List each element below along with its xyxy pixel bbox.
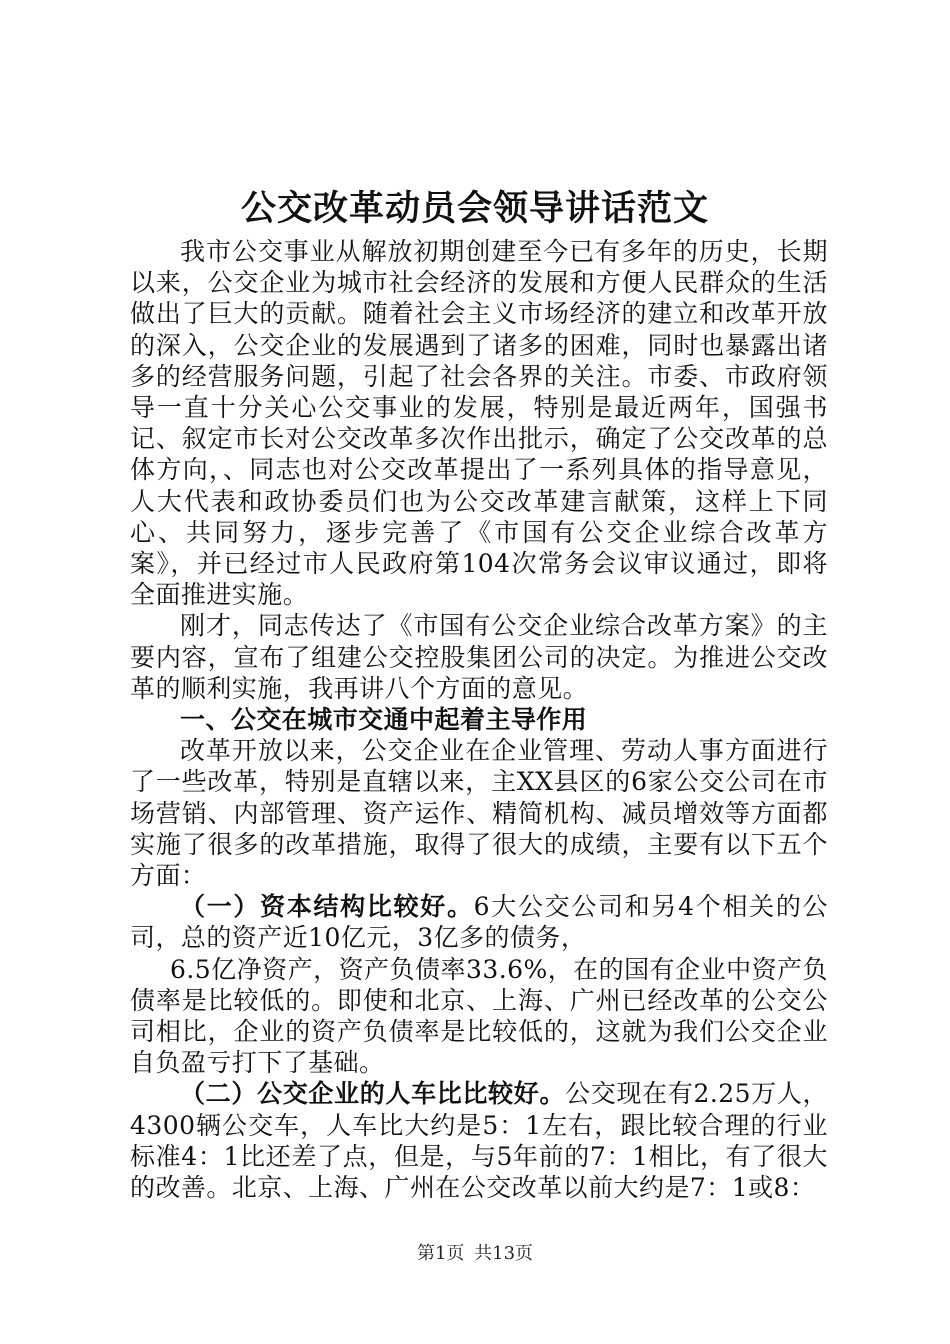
paragraph-announcement: 刚才，同志传达了《市国有公交企业综合改革方案》的主要内容，宣布了组建公交控股集团公司的决定。为推进公交改革的顺利实施，我再讲八个方面的意见。	[130, 611, 828, 703]
section-heading-1: 一、公交在城市交通中起着主导作用	[180, 705, 588, 735]
subheading-capital-structure: （一）资本结构比较好。	[180, 892, 474, 922]
document-body	[130, 236, 828, 1203]
paragraph-intro: 我市公交事业从解放初期创建至今已有多年的历史，长期以来，公交企业为城市社会经济的发展和方便人民群众的生活做出了巨大的贡献。随着社会主义市场经济的建立和改革开放的深入，公交企业的发展遇到了诸多的困难，同时也暴露出诸多的经营服务问题，引起了社会各界的关注。市委、市政府领导一直十分关心公交事业的发展，特别是最近两年，国强书记、叙定市长对公交改革多次作出批示，确定了公交改革的总体方向，、同志也对公交改革提出了一系列具体的指导意见，人大代表和政协委员们也为公交改革建言献策，这样上下同心、共同努力，逐步完善了《市国有公交企业综合改革方案》，并已经过市人民政府第104次常务会议审议通过，即将全面推进实施。	[130, 237, 828, 610]
paragraph-capital-structure	[130, 891, 828, 953]
subheading-staff-vehicle-ratio: （二）公交企业的人车比比较好。	[180, 1079, 566, 1109]
paragraph-staff-vehicle-ratio-text: 公交现在有2.25万人，4300辆公交车，人车比大约是5：1左右，跟比较合理的行业标准4：1比还差了点，但是，与5年前的7：1相比，有了很大的改善。北京、上海、广州在公交改革以前大约是7：1或8：	[130, 1079, 828, 1203]
page-number: 第1页	[416, 1243, 465, 1264]
paragraph-capital-structure-text: 6大公交公司和另4个相关的公司，总的资产近10亿元，3亿多的债务，	[130, 892, 828, 953]
paragraph-reform-overview: 改革开放以来，公交企业在企业管理、劳动人事方面进行了一些改革，特别是直辖以来，主XX县区的6家公交公司在市场营销、内部管理、资产运作、精简机构、减员增效等方面都实施了很多的改革措施，取得了很大的成绩，主要有以下五个方面：	[130, 736, 828, 891]
paragraph-net-assets: 6.5亿净资产，资产负债率33.6%，在的国有企业中资产负债率是比较低的。即使和北京、上海、广州已经改革的公交公司相比，企业的资产负债率是比较低的，这就为我们公交企业自负盈亏打下了基础。	[130, 954, 828, 1078]
paragraph-staff-vehicle-ratio	[130, 1078, 828, 1203]
page-footer	[0, 1242, 950, 1266]
document-title: 公交改革动员会领导讲话范文	[240, 189, 709, 229]
total-pages: 共13页	[474, 1243, 534, 1264]
